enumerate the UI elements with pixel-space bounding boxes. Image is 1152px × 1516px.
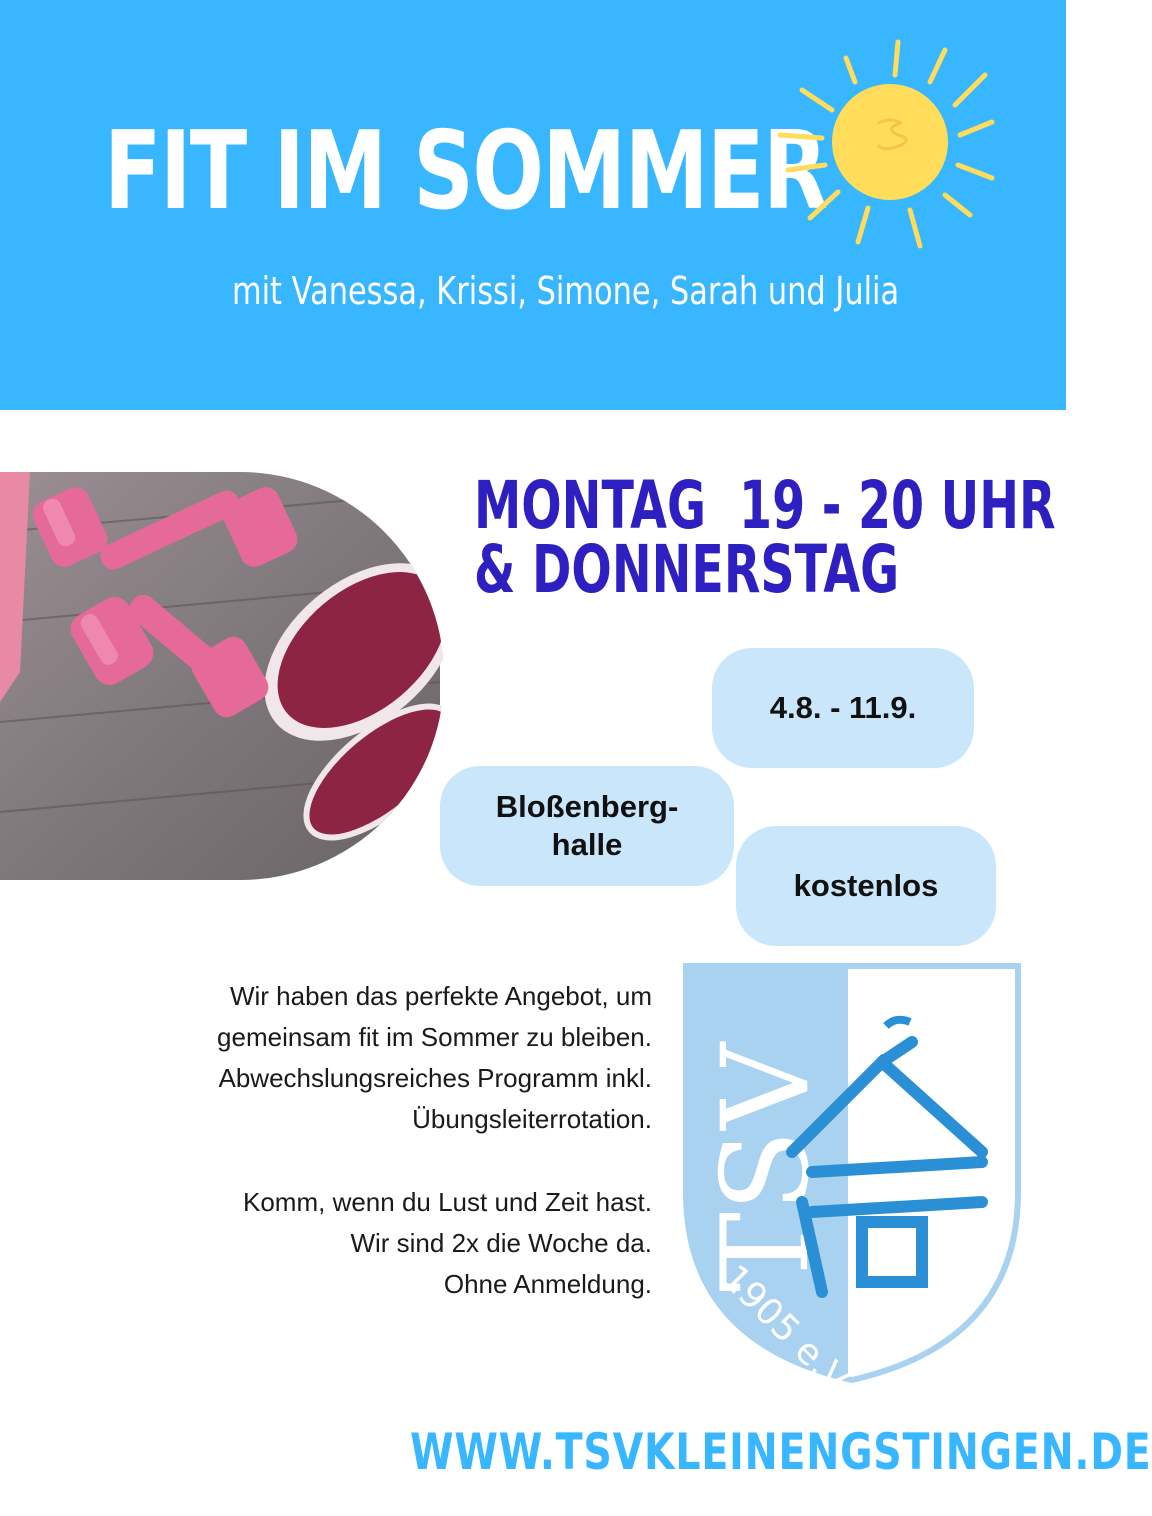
schedule-line-1: MONTAG 19 - 20 UHR	[474, 467, 1056, 544]
sun-icon	[760, 20, 1000, 260]
description-line: gemeinsam fit im Sommer zu bleiben.	[217, 1022, 652, 1052]
tsv-club-logo	[682, 962, 1022, 1406]
description-block	[40, 976, 652, 1305]
schedule-line-2: & DONNERSTAG	[474, 531, 900, 608]
invitation-line: Wir sind 2x die Woche da.	[350, 1228, 652, 1258]
poster-title: FIT IM SOMMER	[104, 109, 827, 234]
invitation-line: Komm, wenn du Lust und Zeit hast.	[243, 1187, 652, 1217]
description-line: Übungsleiterrotation.	[412, 1104, 652, 1134]
header-banner	[0, 0, 1066, 410]
venue-badge	[440, 766, 734, 886]
logo-founded: 1905 e.V.	[713, 1257, 862, 1406]
dumbbells-photo	[0, 472, 440, 880]
venue-text-line1: Bloßenberg-	[495, 789, 679, 824]
dates-text: 4.8. - 11.9.	[769, 690, 917, 725]
dates-badge	[712, 648, 974, 768]
venue-text-line2: halle	[551, 827, 623, 862]
description-line: Abwechslungsreiches Programm inkl.	[218, 1063, 652, 1093]
invitation-line: Ohne Anmeldung.	[443, 1269, 652, 1299]
description-line: Wir haben das perfekte Angebot, um	[229, 981, 652, 1011]
schedule-heading	[474, 467, 1056, 608]
poster-subtitle: mit Vanessa, Krissi, Simone, Sarah und Julia	[232, 269, 900, 313]
website-link[interactable]: WWW.TSVKLEINENGSTINGEN.DE	[410, 1423, 1152, 1481]
price-text: kostenlos	[793, 868, 939, 903]
price-badge	[736, 826, 996, 946]
logo-letters: TSV	[697, 1043, 836, 1292]
